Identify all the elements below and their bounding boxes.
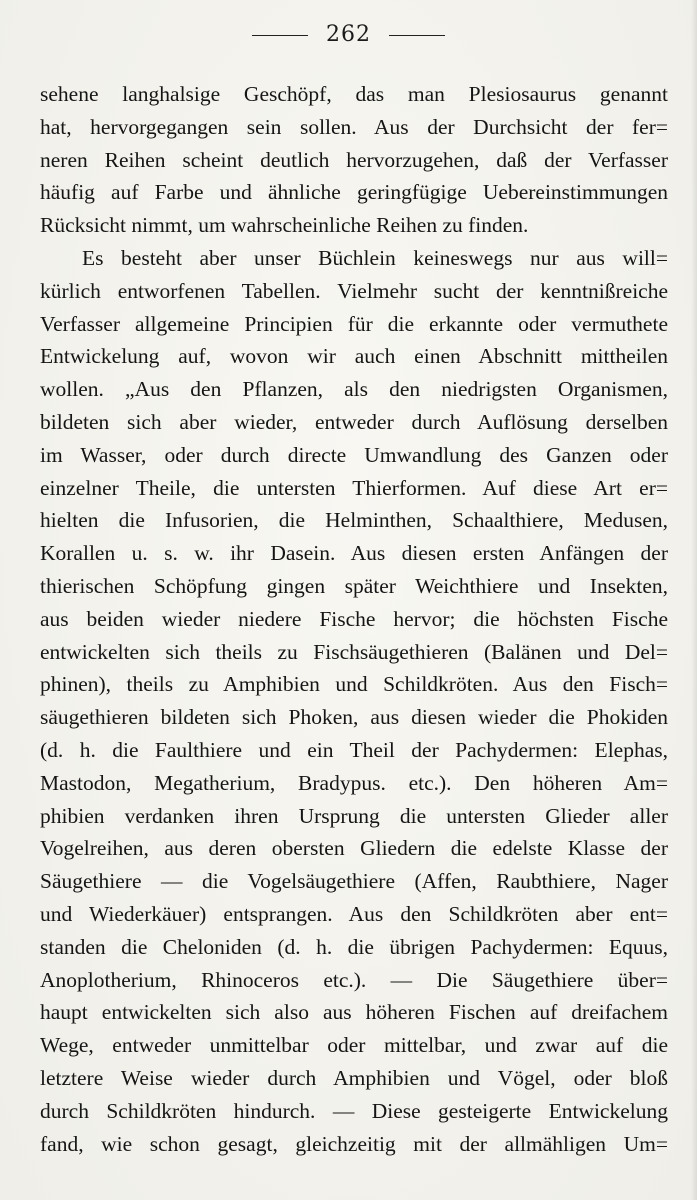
text-line: säugethieren bildeten sich Phoken, aus diesen wieder die Phokiden	[40, 705, 668, 730]
text-line: haupt entwickelten sich also aus höheren Fischen auf dreifachem	[40, 1000, 668, 1025]
text-line: letztere Weise wieder durch Amphibien und Vögel, oder bloß	[40, 1065, 668, 1090]
paragraph-start-line: Es besteht aber unser Büchlein keineswegs nur aus will=	[82, 245, 668, 270]
text-line: durch Schildkröten hindurch. — Diese gesteigerte Entwickelung	[40, 1098, 668, 1123]
text-line: standen die Cheloniden (d. h. die übrigen Pachydermen: Equus,	[40, 934, 668, 959]
text-line: hielten die Infusorien, die Helminthen, Schaalthiere, Medusen,	[40, 508, 668, 533]
text-line: thierischen Schöpfung gingen später Weichthiere und Insekten,	[40, 573, 668, 598]
text-line: fand, wie schon gesagt, gleichzeitig mit der allmähligen Um=	[40, 1131, 668, 1156]
text-line: Anoplotherium, Rhinoceros etc.). — Die Säugethiere über=	[40, 967, 668, 992]
header-rule-right	[389, 35, 445, 36]
text-line: aus beiden wieder niedere Fische hervor; die höchsten Fische	[40, 606, 668, 631]
text-line: Verfasser allgemeine Principien für die erkannte oder vermuthete	[40, 311, 668, 336]
text-line: entwickelten sich theils zu Fischsäugethieren (Balänen und Del=	[40, 639, 668, 664]
page-number: 262	[326, 22, 371, 47]
text-line: hat, hervorgegangen sein sollen. Aus der Durchsicht der fer=	[40, 114, 668, 139]
text-line: sehene langhalsige Geschöpf, das man Plesiosaurus genannt	[40, 82, 668, 106]
text-line: häufig auf Farbe und ähnliche geringfügige Uebereinstimmungen	[40, 180, 668, 205]
text-line: Korallen u. s. w. ihr Dasein. Aus diesen ersten Anfängen der	[40, 541, 668, 566]
text-line: neren Reihen scheint deutlich hervorzugehen, daß der Verfasser	[40, 147, 668, 172]
text-line: wollen. „Aus den Pflanzen, als den niedrigsten Organismen,	[40, 377, 668, 402]
text-line: Wege, entweder unmittelbar oder mittelbar, und zwar auf die	[40, 1033, 668, 1058]
header-rule-left	[252, 35, 308, 36]
text-line: Rücksicht nimmt, um wahrscheinliche Reihen zu finden.	[40, 213, 529, 238]
text-line: und Wiederkäuer) entsprangen. Aus den Schildkröten aber ent=	[40, 901, 668, 926]
text-line: Vogelreihen, aus deren obersten Gliedern die edelste Klasse der	[40, 836, 668, 861]
text-line: Mastodon, Megatherium, Bradypus. etc.). Den höheren Am=	[40, 770, 668, 795]
body-text	[40, 78, 668, 1160]
text-line: kürlich entworfenen Tabellen. Vielmehr sucht der kenntnißreiche	[40, 278, 668, 303]
text-line: (d. h. die Faulthiere und ein Theil der Pachydermen: Elephas,	[40, 737, 668, 762]
text-line: einzelner Theile, die untersten Thierformen. Auf diese Art er=	[40, 475, 668, 500]
page-header	[0, 22, 697, 47]
page-edge-shadow	[691, 0, 697, 1200]
text-line: Entwickelung auf, wovon wir auch einen Abschnitt mittheilen	[40, 344, 668, 369]
text-line: im Wasser, oder durch directe Umwandlung des Ganzen oder	[40, 442, 668, 467]
text-line: phinen), theils zu Amphibien und Schildkröten. Aus den Fisch=	[40, 672, 668, 697]
text-line: Säugethiere — die Vogelsäugethiere (Affen, Raubthiere, Nager	[40, 869, 668, 894]
text-line: phibien verdanken ihren Ursprung die untersten Glieder aller	[40, 803, 668, 828]
text-line: bildeten sich aber wieder, entweder durch Auflösung derselben	[40, 409, 668, 434]
